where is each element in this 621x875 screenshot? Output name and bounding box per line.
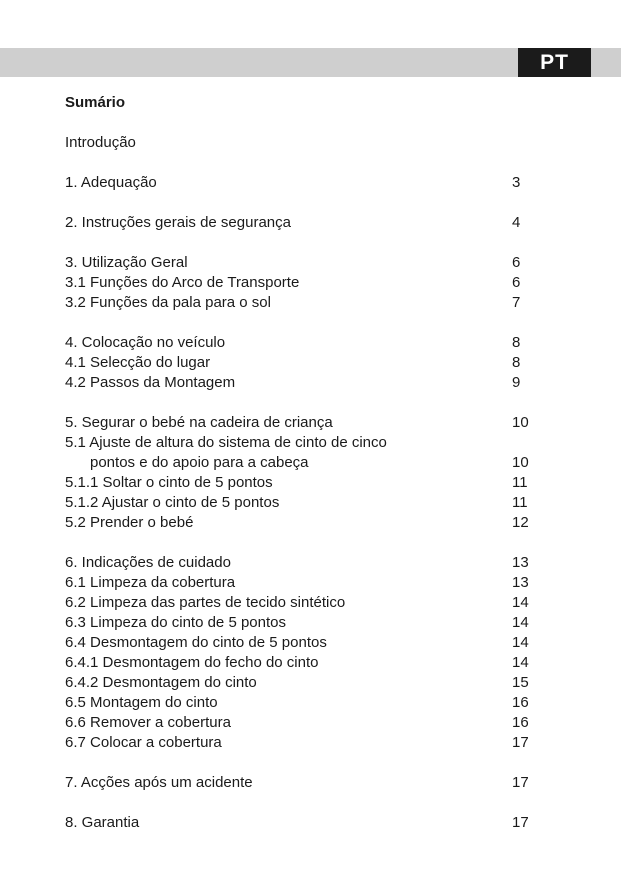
toc-entry-text: 1. Adequação [65,174,157,191]
toc-entry-text: 6.4 Desmontagem do cinto de 5 pontos [65,634,327,651]
toc-entry [65,694,535,714]
toc-page-number: 7 [512,294,521,311]
toc-entry [65,254,535,274]
toc-page-number: 14 [512,614,529,631]
toc-page-number: 12 [512,514,529,531]
language-badge: PT [518,48,591,77]
toc-entry [65,434,535,454]
toc-page-number: 16 [512,714,529,731]
toc-entry-text: 8. Garantia [65,814,140,831]
toc-page-number: 10 [512,454,529,471]
toc-entry-text: 6.5 Montagem do cinto [65,694,218,711]
toc-entry-text: 3.1 Funções do Arco de Transporte [65,274,300,291]
toc-entry-text: 5.1 Ajuste de altura do sistema de cinto de cinco [65,434,387,451]
toc-entry [65,554,535,574]
toc-entry [65,454,535,474]
toc-page-number: 6 [512,254,521,271]
toc-page-number: 15 [512,674,529,691]
toc-entry-text: 4. Colocação no veículo [65,334,226,351]
toc-page-number: 14 [512,634,529,651]
toc-page-number: 13 [512,554,529,571]
toc-entry [65,274,535,294]
toc-entry-text: 3.2 Funções da pala para o sol [65,294,271,311]
toc-entry-text: pontos e do apoio para a cabeça [90,454,309,471]
toc-page-number: 9 [512,374,521,391]
toc-entry [65,514,535,534]
toc-page-number [512,434,532,454]
toc-page-number: 4 [512,214,521,231]
toc-entry [65,294,535,314]
toc-entry-text: 6.6 Remover a cobertura [65,714,231,731]
toc-page-number: 3 [512,174,521,191]
toc-entry [65,334,535,354]
toc-page-number [512,134,532,154]
toc-entry-text: 3. Utilização Geral [65,254,188,271]
toc-entry-text: 6. Indicações de cuidado [65,554,231,571]
toc-title: Sumário [65,94,126,111]
toc-entry [65,634,535,654]
toc-entry [65,574,535,594]
toc-entry [65,414,535,434]
toc-page-number: 17 [512,814,529,831]
toc-page-number: 8 [512,334,521,351]
toc-entry [65,654,535,674]
toc-entry [65,774,535,794]
toc-entry-text: 7. Acções após um acidente [65,774,253,791]
toc-page-number: 8 [512,354,521,371]
toc-page-number: 13 [512,574,529,591]
toc-entry [65,594,535,614]
toc-entry-text: Introdução [65,134,136,151]
toc-entry [65,814,535,834]
table-of-contents [65,134,535,834]
toc-entry [65,134,535,154]
toc-page-number: 17 [512,774,529,791]
toc-entry-text: 5. Segurar o bebé na cadeira de criança [65,414,333,431]
toc-entry-text: 5.2 Prender o bebé [65,514,194,531]
toc-entry [65,214,535,234]
toc-page-number: 10 [512,414,529,431]
toc-page-number: 14 [512,594,529,611]
toc-entry-text: 6.3 Limpeza do cinto de 5 pontos [65,614,286,631]
toc-entry [65,614,535,634]
toc-page-number: 11 [512,474,528,491]
toc-entry [65,714,535,734]
toc-page-number: 14 [512,654,529,671]
toc-entry-text: 6.7 Colocar a cobertura [65,734,222,751]
toc-entry-text: 6.4.2 Desmontagem do cinto [65,674,257,691]
toc-entry-text: 2. Instruções gerais de segurança [65,214,291,231]
toc-entry-text: 6.4.1 Desmontagem do fecho do cinto [65,654,319,671]
toc-page-number: 11 [512,494,528,511]
toc-entry [65,174,535,194]
toc-page-number: 17 [512,734,529,751]
toc-entry-text: 4.2 Passos da Montagem [65,374,236,391]
toc-entry-text: 5.1.2 Ajustar o cinto de 5 pontos [65,494,280,511]
toc-entry-text: 6.1 Limpeza da cobertura [65,574,236,591]
toc-page-number: 16 [512,694,529,711]
toc-entry [65,354,535,374]
toc-entry [65,674,535,694]
toc-entry [65,374,535,394]
toc-entry [65,734,535,754]
toc-entry-text: 4.1 Selecção do lugar [65,354,211,371]
toc-entry [65,474,535,494]
toc-entry [65,494,535,514]
toc-page-number: 6 [512,274,521,291]
toc-entry-text: 5.1.1 Soltar o cinto de 5 pontos [65,474,273,491]
toc-entry-text: 6.2 Limpeza das partes de tecido sintético [65,594,346,611]
